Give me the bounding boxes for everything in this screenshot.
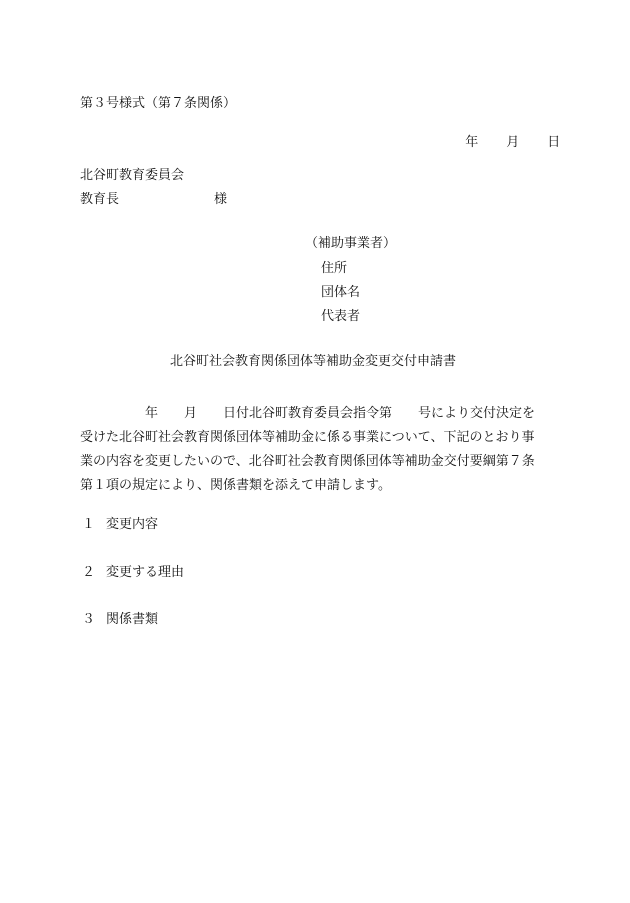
date-day-label: 日 bbox=[547, 135, 561, 150]
body-line: 第１項の規定により、関係書類を添えて申請します。 bbox=[80, 478, 391, 493]
recipient-title: 教育長 bbox=[80, 192, 120, 207]
list-item bbox=[82, 566, 184, 579]
list-item bbox=[82, 613, 158, 626]
recipient-organization: 北谷町教育委員会 bbox=[80, 168, 185, 183]
item-number: ３ bbox=[82, 612, 96, 627]
document-title: 北谷町社会教育関係団体等補助金変更交付申請書 bbox=[170, 354, 457, 369]
body-paragraph bbox=[80, 402, 550, 498]
body-line: 受けた北谷町社会教育関係団体等補助金に係る事業について、下記のとおり事 bbox=[80, 430, 535, 445]
date-month-label: 月 bbox=[506, 135, 520, 150]
list-item bbox=[82, 518, 158, 531]
body-line: 業の内容を変更したいので、北谷町社会教育関係団体等補助金交付要綱第７条 bbox=[80, 454, 535, 469]
applicant-representative-label: 代表者 bbox=[321, 309, 361, 324]
item-label: 関係書類 bbox=[106, 612, 159, 627]
recipient-honorific: 様 bbox=[214, 192, 228, 207]
form-number: 第３号様式（第７条関係） bbox=[80, 96, 237, 111]
date-year-label: 年 bbox=[465, 135, 479, 150]
item-label: 変更内容 bbox=[106, 517, 159, 532]
date-header bbox=[457, 123, 560, 149]
body-line: 年 月 日付北谷町教育委員会指令第 号により交付決定を bbox=[80, 406, 536, 421]
item-number: １ bbox=[82, 517, 96, 532]
item-number: ２ bbox=[82, 565, 96, 580]
item-label: 変更する理由 bbox=[106, 565, 185, 580]
applicant-group-label: 団体名 bbox=[321, 285, 361, 300]
applicant-heading: （補助事業者） bbox=[305, 236, 397, 251]
applicant-address-label: 住所 bbox=[321, 261, 348, 276]
